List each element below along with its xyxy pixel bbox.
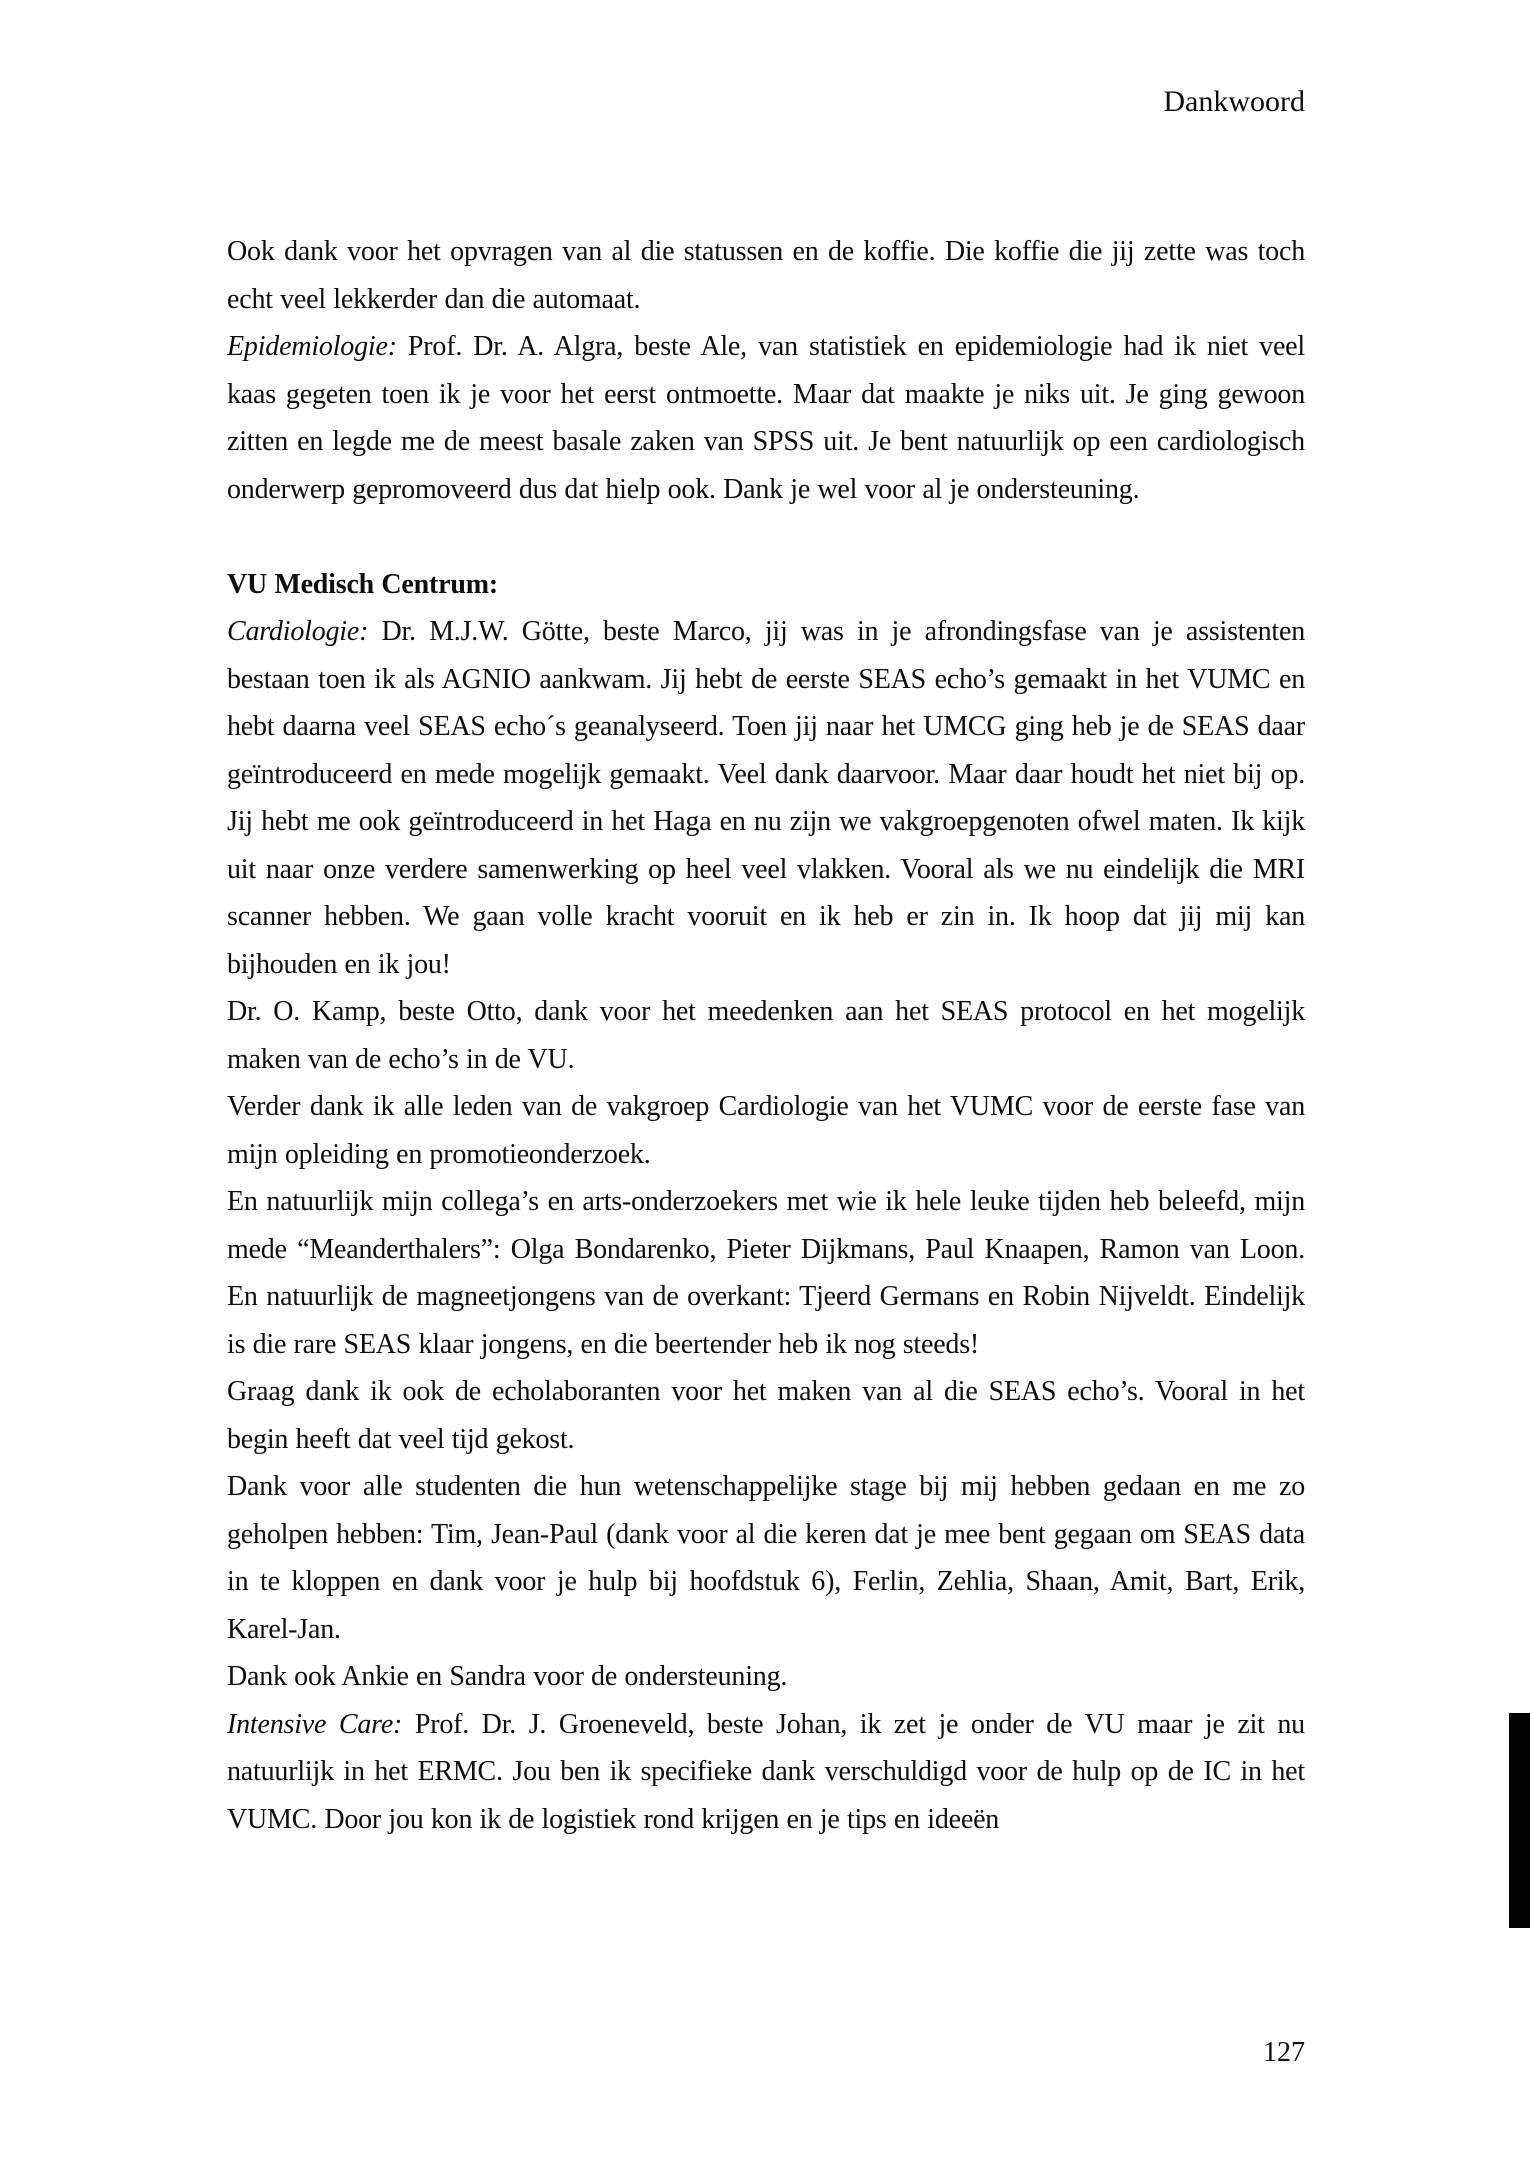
running-head: Dankwoord (1163, 85, 1305, 118)
paragraph (227, 608, 1305, 988)
paragraph (227, 1083, 1305, 1178)
paragraph-text: Prof. Dr. J. Groeneveld, beste Johan, ik zet je onder de VU maar je zit nu natuurlijk in het ERMC. Jou ben ik specifieke dank verschuldigd voor de hulp op de IC in het VUMC. Door jou kon ik de logistiek rond krijgen en je tips en ideeën (227, 1708, 1305, 1835)
text-block (227, 228, 1305, 1843)
italic-lead: Intensive Care: (227, 1708, 403, 1740)
chapter-edge-tab (1509, 1713, 1530, 1928)
paragraph-text: Dank voor alle studenten die hun wetenschappelijke stage bij mij hebben gedaan en me zo geholpen hebben: Tim, Jean-Paul (dank voor al die keren dat je mee bent gegaan om SEAS data in te kloppen en dank voor je hulp bij hoofdstuk 6), Ferlin, Zehlia, Shaan, Amit, Bart, Erik, Karel-Jan. (227, 1471, 1305, 1645)
paragraph (227, 1368, 1305, 1463)
section-heading: VU Medisch Centrum: (227, 568, 498, 600)
paragraph-text: Dr. M.J.W. Götte, beste Marco, jij was in je afrondingsfase van je assistenten bestaan toen ik als AGNIO aankwam. Jij hebt de eerste SEAS echo’s gemaakt in het VUMC en hebt daarna veel SEAS echo´s geanalyseerd. Toen jij naar het UMCG ging heb je de SEAS daar geïntroduceerd en mede mogelijk gemaakt. Veel dank daarvoor. Maar daar houdt het niet bij op. Jij hebt me ook geïntroduceerd in het Haga en nu zijn we vakgroepgenoten ofwel maten. Ik kijk uit naar onze verdere samenwerking op heel veel vlakken. Vooral als we nu eindelijk die MRI scanner hebben. We gaan volle kracht vooruit en ik heb er zin in. Ik hoop dat jij mij kan bijhouden en ik jou! (227, 616, 1305, 980)
paragraph (227, 1178, 1305, 1368)
paragraph (227, 1653, 1305, 1701)
paragraph-text: Ook dank voor het opvragen van al die statussen en de koffie. Die koffie die jij zette was toch echt veel lekkerder dan die automaat. (227, 236, 1305, 315)
paragraph-text: Dank ook Ankie en Sandra voor de ondersteuning. (227, 1661, 788, 1692)
paragraph (227, 228, 1305, 323)
paragraph (227, 323, 1305, 513)
paragraph-text: Prof. Dr. A. Algra, beste Ale, van statistiek en epidemiologie had ik niet veel kaas gegeten toen ik je voor het eerst ontmoette. Maar dat maakte je niks uit. Je ging gewoon zitten en legde me de meest basale zaken van SPSS uit. Je bent natuurlijk op een cardiologisch onderwerp gepromoveerd dus dat hielp ook. Dank je wel voor al je ondersteuning. (227, 331, 1305, 505)
paragraph (227, 1463, 1305, 1653)
paragraph-text: Dr. O. Kamp, beste Otto, dank voor het meedenken aan het SEAS protocol en het mogelijk maken van de echo’s in de VU. (227, 996, 1305, 1075)
page-number: 127 (1263, 2037, 1305, 2068)
paragraph-text: En natuurlijk mijn collega’s en arts-onderzoekers met wie ik hele leuke tijden heb beleefd, mijn mede “Meanderthalers”: Olga Bondarenko, Pieter Dijkmans, Paul Knaapen, Ramon van Loon. En natuurlijk de magneetjongens van de overkant: Tjeerd Germans en Robin Nijveldt. Eindelijk is die rare SEAS klaar jongens, en die beertender heb ik nog steeds! (227, 1186, 1305, 1360)
paragraph (227, 1701, 1305, 1844)
paragraph (227, 988, 1305, 1083)
paragraph-text: Verder dank ik alle leden van de vakgroep Cardiologie van het VUMC voor de eerste fase van mijn opleiding en promotieonderzoek. (227, 1091, 1305, 1170)
italic-lead: Epidemiologie: (227, 331, 397, 362)
paragraph-text: Graag dank ik ook de echolaboranten voor het maken van al die SEAS echo’s. Vooral in het begin heeft dat veel tijd gekost. (227, 1376, 1305, 1455)
italic-lead: Cardiologie: (227, 616, 369, 647)
